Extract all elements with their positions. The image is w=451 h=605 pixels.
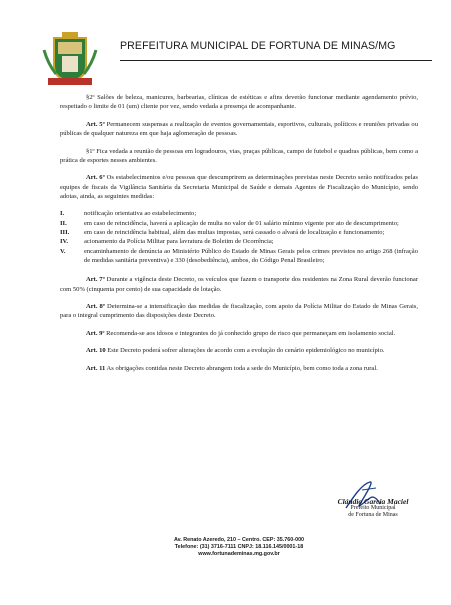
- footer-website: www.fortunademinas.mg.gov.br: [198, 551, 280, 558]
- measures-list: [60, 209, 418, 265]
- list-text: encaminhamento de denúncia ao Ministério Público do Estado de Minas Gerais pelos crimes previstos no artigo 268 (infração de medidas sanitária preventiva) e 330 (desobediência), ambos, do Código Penal Brasileiro;: [84, 247, 418, 264]
- article-label: Art. 11: [86, 364, 106, 372]
- article-text: Durante a vigência deste Decreto, os veículos que fazem o transporte dos residentes na Zona Rural deverão funcionar com 50% (cinquenta por cento) de sua capacidade de lotação.: [60, 276, 418, 293]
- signatory-municipality: de Fortuna de Minas: [348, 512, 398, 519]
- decree-body: [60, 93, 418, 381]
- signature-block: [318, 498, 428, 520]
- article-8: [60, 302, 418, 321]
- header-rule: [120, 60, 432, 61]
- list-text: em caso de reincidência, haverá a aplicação de multa no valor de 01 salário mínimo vigente por ato de descumprimento;: [84, 219, 399, 227]
- article-10: [60, 346, 418, 355]
- list-text: notificação orientativa ao estabelecimento;: [84, 210, 197, 218]
- article-5: [60, 120, 418, 139]
- list-number: III.: [60, 229, 70, 237]
- article-text: Recomenda-se aos idosos e integrantes do já conhecido grupo de risco que permaneçam em isolamento social.: [104, 329, 396, 337]
- list-item: [60, 247, 418, 266]
- article-7: [60, 275, 418, 294]
- article-9: [60, 329, 418, 338]
- list-item: [60, 228, 418, 237]
- article-label: Art. 7º: [86, 276, 105, 284]
- coat-of-arms-icon: [40, 30, 100, 88]
- list-text: em caso de reincidência habitual, além das multas impostas, será cassado o alvará de localização e funcionamento;: [84, 229, 385, 237]
- paragraph-1-gatherings: §1º Fica vedada a reunião de pessoas em logradouros, vias, praças públicas, campo de futebol e quadras públicas, bem como a prática de esportes nesses ambientes.: [60, 147, 418, 164]
- list-item: [60, 237, 418, 246]
- article-text: Permanecem suspensas a realização de eventos governamentais, esportivos, culturais, políticos e reuniões privadas ou públicas de qualquer natureza em que haja aglomeração de pessoas.: [60, 120, 418, 138]
- list-number: II.: [60, 219, 67, 227]
- footer-address-line: Av. Renato Azeredo, 210 – Centro. CEP: 35.760-000: [173, 537, 305, 543]
- letterhead: [40, 30, 430, 88]
- article-text: Este Decreto poderá sofrer alterações de acordo com a evolução do cenário epidemiológico no município.: [105, 347, 385, 355]
- signatory-name: Cláudio Garcia Maciel: [337, 497, 409, 506]
- article-label: Art. 9º: [86, 329, 105, 337]
- list-number: I.: [60, 210, 65, 218]
- article-label: Art. 8º: [86, 302, 105, 310]
- article-text: Determina-se a intensificação das medidas de fiscalização, com apoio da Polícia Militar do Estado de Minas Gerais, para o integral cumprimento das disposições deste Decreto.: [60, 302, 418, 320]
- list-item: [60, 209, 418, 218]
- article-text: Os estabelecimentos e/ou pessoas que descumprirem as determinações previstas neste Decreto serão notificados pelas equipes de fiscais da Vigilância Sanitária da Secretaria Municipal de Saúde e demais Agentes de Fiscalização do Município, sendo adotas, ainda, as seguintes medidas:: [60, 174, 418, 200]
- article-6: [60, 173, 418, 201]
- article-label: Art. 10: [86, 347, 106, 355]
- list-item: [60, 219, 418, 228]
- signatory-role: Prefeito Municipal: [350, 505, 396, 512]
- list-number: IV.: [60, 238, 69, 246]
- paragraph-2-salons: §2º Salões de beleza, manicures, barbearias, clínicas de estéticas e afins deverão funcionar mediante agendamento prévio, respeitado o limite de 01 (um) cliente por vez, sendo vedada a presença de acompanhante.: [60, 94, 418, 111]
- list-text: acionamento da Polícia Militar para lavratura de Boletim de Ocorrência;: [84, 238, 274, 246]
- article-label: Art. 6º: [86, 174, 105, 182]
- article-label: Art. 5º: [86, 120, 105, 128]
- article-11: [60, 364, 418, 373]
- article-text: As obrigações contidas neste Decreto abrangem toda a sede do Município, bem como toda a zona rural.: [105, 364, 378, 372]
- footer-address: [150, 537, 328, 559]
- footer-contact-line: Telefone: (31) 3716-7111 CNPJ: 18.116.145/0001-18: [174, 544, 304, 551]
- list-number: V.: [60, 247, 66, 255]
- page-title: PREFEITURA MUNICIPAL DE FORTUNA DE MINAS/MG: [120, 40, 396, 52]
